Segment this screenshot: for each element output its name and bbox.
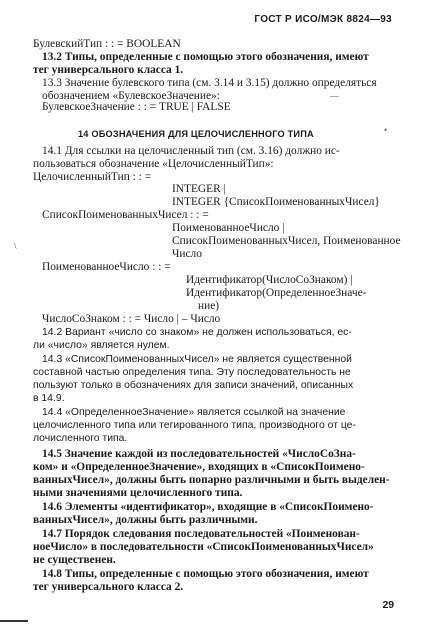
text-line: лочисленного типа. <box>33 433 128 444</box>
text-line: пользоваться обозначение «ЦелочисленныйТип»: <box>33 158 274 170</box>
text-line: 14.8 Типы, определенные с помощью этого обозначения, имеют <box>42 568 369 580</box>
text-line: пользуют только в обозначениях для записи значений, описанных <box>33 380 354 391</box>
text-line: ванныхЧисел», должны быть попарно различными и быть выделен- <box>33 474 390 486</box>
section-title: 14 ОБОЗНАЧЕНИЯ ДЛЯ ЦЕЛОЧИСЛЕННОГО ТИПА <box>78 129 314 139</box>
text-line: ЦелочисленныйТип : : = <box>33 171 152 183</box>
text-line: СписокПоименованныхЧисел, Поименованное <box>172 235 401 247</box>
text-line: 14.3 «СписокПоименованныхЧисел» не является существенной <box>42 354 352 365</box>
text-line: 14.1 Для ссылки на целочисленный тип (см. 3.16) должно ис- <box>42 145 340 157</box>
text-line: 14.2 Вариант «число со знаком» не должен использоваться, ес- <box>42 327 352 338</box>
text-line: 14.7 Порядок следования последовательностей «Поименован- <box>42 528 360 540</box>
text-line: Идентификатор(ЧислоСоЗнаком) | <box>186 274 353 286</box>
text-line: INTEGER {СписокПоименованныхЧисел} <box>172 196 380 208</box>
text-line: ли «число» является нулем. <box>33 340 170 351</box>
text-line: составной частью определения типа. Эту последовательность не <box>33 367 351 378</box>
text-line: ноеЧисло» в последовательности «СписокПоименованныхЧисел» <box>33 541 374 553</box>
text-line: 14.5 Значение каждой из последовательностей «ЧислоСоЗна- <box>42 448 356 460</box>
text-line: 14.4 «ОпределенноеЗначение» является ссылкой на значение <box>42 407 346 418</box>
text-line: ЧислоСоЗнаком : : = Число | – Число <box>42 313 221 325</box>
text-line: ПоименованноеЧисло | <box>172 222 285 234</box>
text-line: СписокПоименованныхЧисел : : = <box>42 209 209 221</box>
text-line: тег универсального класса 1. <box>33 64 184 76</box>
text-line: ком» и «ОпределенноеЗначение», входящих в «СписокПоимено- <box>33 461 365 473</box>
text-line: тег универсального класса 2. <box>33 581 184 593</box>
text-line: целочисленного типа или тегированного типа, производного от це- <box>33 420 356 431</box>
text-line: ными значениями целочисленного типа. <box>33 487 243 499</box>
text-line: Число <box>172 248 202 260</box>
text-line: 14.6 Элементы «идентификатор», входящие в «СписокПоимено- <box>42 501 374 513</box>
stray-mark: \ <box>14 241 17 251</box>
text-line: ПоименованноеЧисло : : = <box>42 261 171 273</box>
text-line: 13.3 Значение булевского типа (см. 3.14 и 3.15) должно определяться обозначением «БулевскоеЗначение»: <box>42 77 377 102</box>
text-line: ние) <box>198 300 220 312</box>
text-line: БулевскоеЗначение : : = TRUE | FALSE <box>42 101 231 113</box>
text-line: не существенен. <box>33 554 116 566</box>
text-line: INTEGER | <box>172 183 226 195</box>
text-line: 13.2 Типы, определенные с помощью этого обозначения, имеют <box>42 51 369 63</box>
stray-mark: — <box>330 91 339 101</box>
text-line: БулевскийТип : : = BOOLEAN <box>33 38 181 50</box>
text-line: в 14.9. <box>33 393 65 404</box>
stray-mark: • <box>384 125 388 135</box>
running-header: ГОСТ Р ИСО/МЭК 8824—93 <box>254 14 392 25</box>
edge-rule <box>0 620 28 622</box>
page-number: 29 <box>382 600 394 611</box>
text-line: ванныхЧисел», должны быть различными. <box>33 514 258 526</box>
text-line: Идентификатор(ОпределенноеЗначе- <box>186 287 367 299</box>
